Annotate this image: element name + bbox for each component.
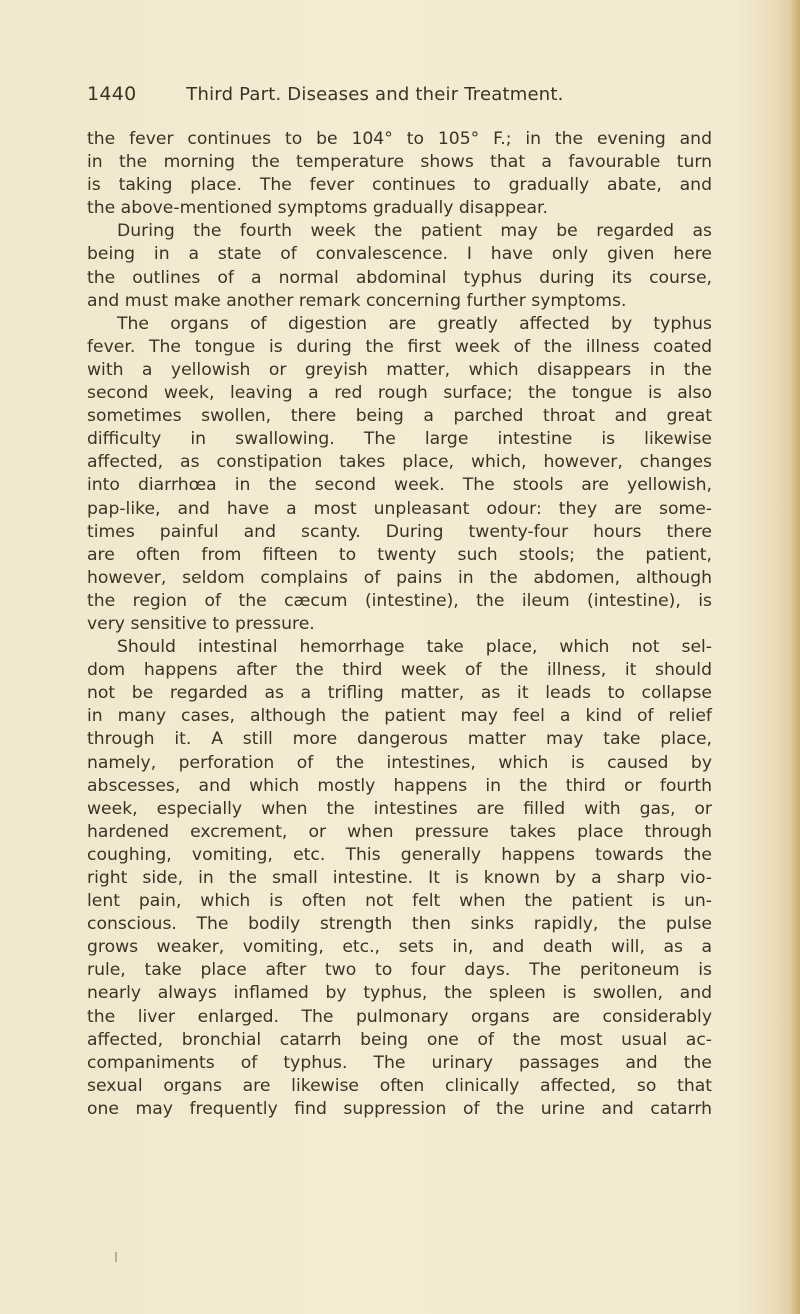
text-line: lent pain, which is often not felt when the patient is un- — [87, 891, 712, 912]
body-text — [87, 128, 712, 1121]
text-line: abscesses, and which mostly happens in the third or fourth — [87, 775, 712, 796]
text-line: one may frequently find suppression of the urine and catarrh — [87, 1098, 712, 1119]
text-line: the region of the cæcum (intestine), the ileum (intestine), is — [87, 590, 712, 611]
text-line: difficulty in swallowing. The large intestine is likewise — [87, 429, 712, 450]
page-edge-shadow — [790, 0, 800, 1314]
text-line: namely, perforation of the intestines, which is caused by — [87, 752, 712, 773]
text-line: however, seldom complains of pains in the abdomen, although — [87, 567, 712, 588]
text-line: rule, take place after two to four days. The peritoneum is — [87, 960, 712, 981]
text-line: dom happens after the third week of the illness, it should — [87, 660, 712, 681]
text-line: second week, leaving a red rough surface; the tongue is also — [87, 383, 712, 404]
text-line: Should intestinal hemorrhage take place, which not sel- — [117, 637, 712, 658]
text-line: grows weaker, vomiting, etc., sets in, and death will, as a — [87, 937, 712, 958]
text-line: not be regarded as a trifling matter, as it leads to collapse — [87, 683, 712, 704]
paper-speck — [115, 1252, 117, 1262]
text-line: in the morning the temperature shows that a favourable turn — [87, 152, 712, 173]
text-line: into diarrhœa in the second week. The stools are yellowish, — [87, 475, 712, 496]
text-line: with a yellowish or greyish matter, which disappears in the — [87, 359, 712, 380]
text-line: coughing, vomiting, etc. This generally happens towards the — [87, 844, 712, 865]
page-header — [87, 78, 727, 110]
text-line: right side, in the small intestine. It is known by a sharp vio- — [87, 868, 712, 888]
text-line: companiments of typhus. The urinary passages and the — [87, 1052, 712, 1073]
text-line: sometimes swollen, there being a parched throat and great — [87, 406, 712, 427]
text-line: is taking place. The fever continues to gradually abate, and — [87, 175, 712, 196]
text-line: the fever continues to be 104° to 105° F.; in the evening and — [87, 129, 712, 149]
text-line: The organs of digestion are greatly affected by typhus — [117, 313, 712, 334]
text-line: hardened excrement, or when pressure takes place through — [87, 821, 712, 842]
text-line: nearly always inflamed by typhus, the spleen is swollen, and — [87, 983, 712, 1004]
text-line: the liver enlarged. The pulmonary organs are considerably — [87, 1006, 712, 1027]
text-line: fever. The tongue is during the first week of the illness coated — [87, 336, 712, 357]
text-line: in many cases, although the patient may feel a kind of relief — [87, 706, 712, 727]
text-line: pap-like, and have a most unpleasant odour: they are some- — [87, 498, 712, 519]
text-line: the outlines of a normal abdominal typhus during its course, — [87, 267, 712, 288]
text-line: are often from fifteen to twenty such stools; the patient, — [87, 544, 712, 565]
page-number: 1440 — [87, 83, 137, 105]
text-line: affected, as constipation takes place, which, however, changes — [87, 452, 712, 473]
text-line: times painful and scanty. During twenty-four hours there — [87, 521, 712, 542]
text-line: affected, bronchial catarrh being one of the most usual ac- — [87, 1029, 712, 1050]
text-line: being in a state of convalescence. I have only given here — [87, 244, 712, 265]
text-line: sexual organs are likewise often clinically affected, so that — [87, 1075, 712, 1096]
text-line: week, especially when the intestines are filled with gas, or — [87, 798, 712, 819]
text-line: the above-mentioned symptoms gradually disappear. — [87, 198, 548, 219]
text-line: through it. A still more dangerous matter may take place, — [87, 729, 712, 750]
text-line: very sensitive to pressure. — [87, 613, 315, 634]
text-line: and must make another remark concerning further symptoms. — [87, 290, 627, 311]
running-title: Third Part. Diseases and their Treatment. — [186, 84, 564, 105]
text-line: During the fourth week the patient may be regarded as — [117, 221, 712, 242]
text-line: conscious. The bodily strength then sinks rapidly, the pulse — [87, 914, 712, 935]
